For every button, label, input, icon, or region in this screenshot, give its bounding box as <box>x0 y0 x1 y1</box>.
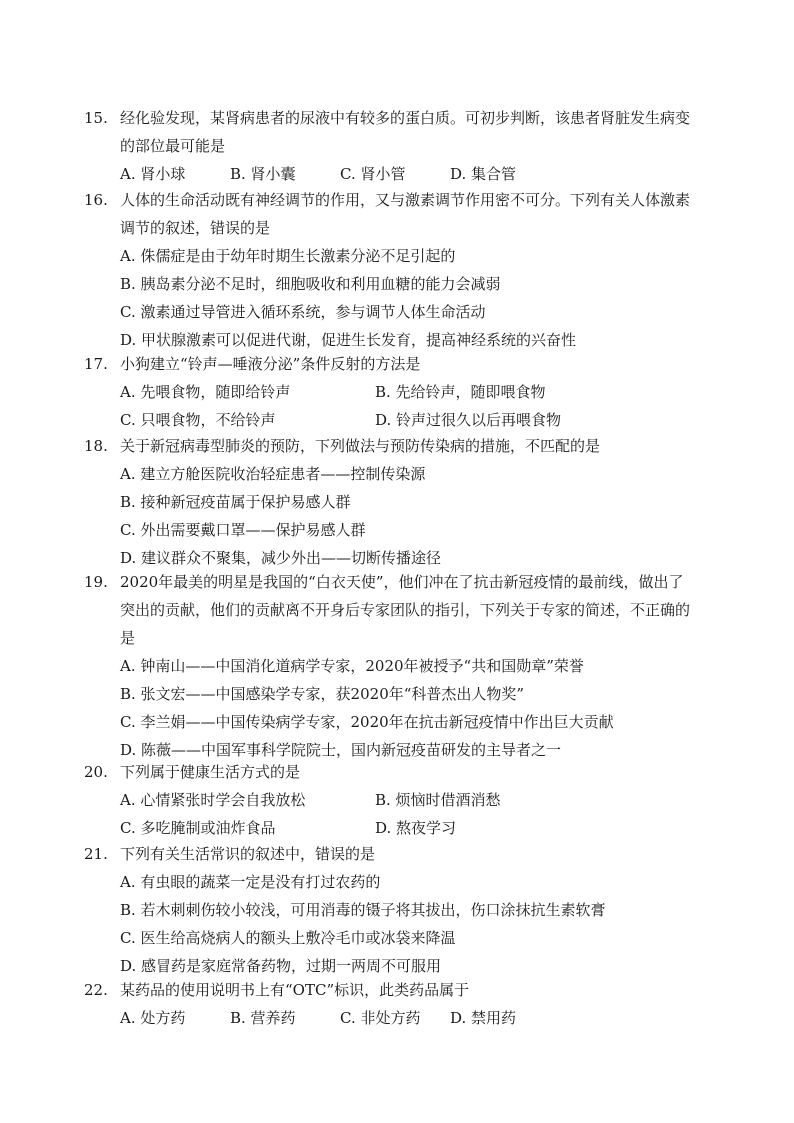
options-row <box>84 814 724 842</box>
question-21 <box>84 840 724 980</box>
question-stem-continued: 突出的贡献，他们的贡献离不开身后专家团队的指引，下列关于专家的简述，不正确的 <box>120 601 691 619</box>
question-number: 19. <box>84 573 108 591</box>
option-b: B. 肾小囊 <box>230 165 296 183</box>
option-d: D. 建议群众不聚集，减少外出——切断传播途径 <box>120 549 442 567</box>
option-a: A. 建立方舱医院收治轻症患者——控制传染源 <box>120 465 426 483</box>
options-row <box>84 786 724 814</box>
option-b: B. 接种新冠疫苗属于保护易感人群 <box>120 493 351 511</box>
option-d: D. 禁用药 <box>450 1009 517 1027</box>
options-row <box>84 378 724 406</box>
question-stem: 下列属于健康生活方式的是 <box>120 763 301 781</box>
option-c: C. 多吃腌制或油炸食品 <box>120 819 276 837</box>
question-number: 21. <box>84 845 108 863</box>
option-c: C. 李兰娟——中国传染病学专家，2020年在抗击新冠疫情中作出巨大贡献 <box>120 713 614 731</box>
question-20 <box>84 758 724 842</box>
question-number: 20. <box>84 763 108 781</box>
option-d: D. 陈薇——中国军事科学院院士，国内新冠疫苗研发的主导者之一 <box>120 741 562 759</box>
question-number: 15. <box>84 109 108 127</box>
option-a: A. 肾小球 <box>120 165 186 183</box>
option-b: B. 若木刺刺伤较小较浅，可用消毒的镊子将其拔出，伤口涂抹抗生素软膏 <box>120 901 606 919</box>
option-d: D. 铃声过很久以后再喂食物 <box>375 411 562 429</box>
options-row <box>84 406 724 434</box>
option-a: A. 先喂食物，随即给铃声 <box>120 383 291 401</box>
option-d: D. 甲状腺激素可以促进代谢，促进生长发育，提高神经系统的兴奋性 <box>120 331 577 349</box>
option-a: A. 钟南山——中国消化道病学专家，2020年被授予“共和国勋章”荣誉 <box>120 657 584 675</box>
options-row <box>84 1004 724 1032</box>
option-a: A. 侏儒症是由于幼年时期生长激素分泌不足引起的 <box>120 247 456 265</box>
question-stem: 经化验发现，某肾病患者的尿液中有较多的蛋白质。可初步判断，该患者肾脏发生病变 <box>120 109 691 127</box>
options-row <box>84 160 724 188</box>
question-17 <box>84 350 724 434</box>
option-a: A. 处方药 <box>120 1009 186 1027</box>
question-stem: 关于新冠病毒型肺炎的预防，下列做法与预防传染病的措施，不匹配的是 <box>120 437 601 455</box>
question-19 <box>84 568 724 764</box>
question-22 <box>84 976 724 1032</box>
option-c: C. 肾小管 <box>340 165 406 183</box>
question-stem-continued: 调节的叙述，错误的是 <box>120 219 271 237</box>
question-stem: 人体的生命活动既有神经调节的作用，又与激素调节作用密不可分。下列有关人体激素 <box>120 191 691 209</box>
option-c: C. 只喂食物，不给铃声 <box>120 411 276 429</box>
question-15 <box>84 104 724 188</box>
question-stem: 下列有关生活常识的叙述中，错误的是 <box>120 845 376 863</box>
option-b: B. 烦恼时借酒消愁 <box>375 791 501 809</box>
question-stem: 2020年最美的明星是我国的“白衣天使”，他们冲在了抗击新冠疫情的最前线，做出了 <box>120 573 684 591</box>
option-c: C. 激素通过导管进入循环系统，参与调节人体生命活动 <box>120 303 486 321</box>
question-18 <box>84 432 724 572</box>
option-b: B. 营养药 <box>230 1009 296 1027</box>
option-c: C. 外出需要戴口罩——保护易感人群 <box>120 521 366 539</box>
question-number: 16. <box>84 191 108 209</box>
question-number: 17. <box>84 355 108 373</box>
option-d: D. 感冒药是家庭常备药物，过期一两周不可服用 <box>120 957 442 975</box>
option-b: B. 先给铃声，随即喂食物 <box>375 383 546 401</box>
option-c: C. 医生给高烧病人的额头上敷冷毛巾或冰袋来降温 <box>120 929 456 947</box>
question-16 <box>84 186 724 354</box>
question-stem-continued: 的部位最可能是 <box>120 137 226 155</box>
question-stem: 小狗建立“铃声—唾液分泌”条件反射的方法是 <box>120 355 421 373</box>
option-a: A. 心情紧张时学会自我放松 <box>120 791 306 809</box>
option-b: B. 张文宏——中国感染学专家，获2020年“科普杰出人物奖” <box>120 685 525 703</box>
question-stem: 某药品的使用说明书上有“OTC”标识，此类药品属于 <box>120 981 470 999</box>
option-c: C. 非处方药 <box>340 1009 421 1027</box>
option-d: D. 熬夜学习 <box>375 819 457 837</box>
option-d: D. 集合管 <box>450 165 517 183</box>
question-number: 18. <box>84 437 108 455</box>
question-number: 22. <box>84 981 108 999</box>
option-b: B. 胰岛素分泌不足时，细胞吸收和利用血糖的能力会减弱 <box>120 275 501 293</box>
question-stem-continued: 是 <box>120 629 136 647</box>
option-a: A. 有虫眼的蔬菜一定是没有打过农药的 <box>120 873 381 891</box>
